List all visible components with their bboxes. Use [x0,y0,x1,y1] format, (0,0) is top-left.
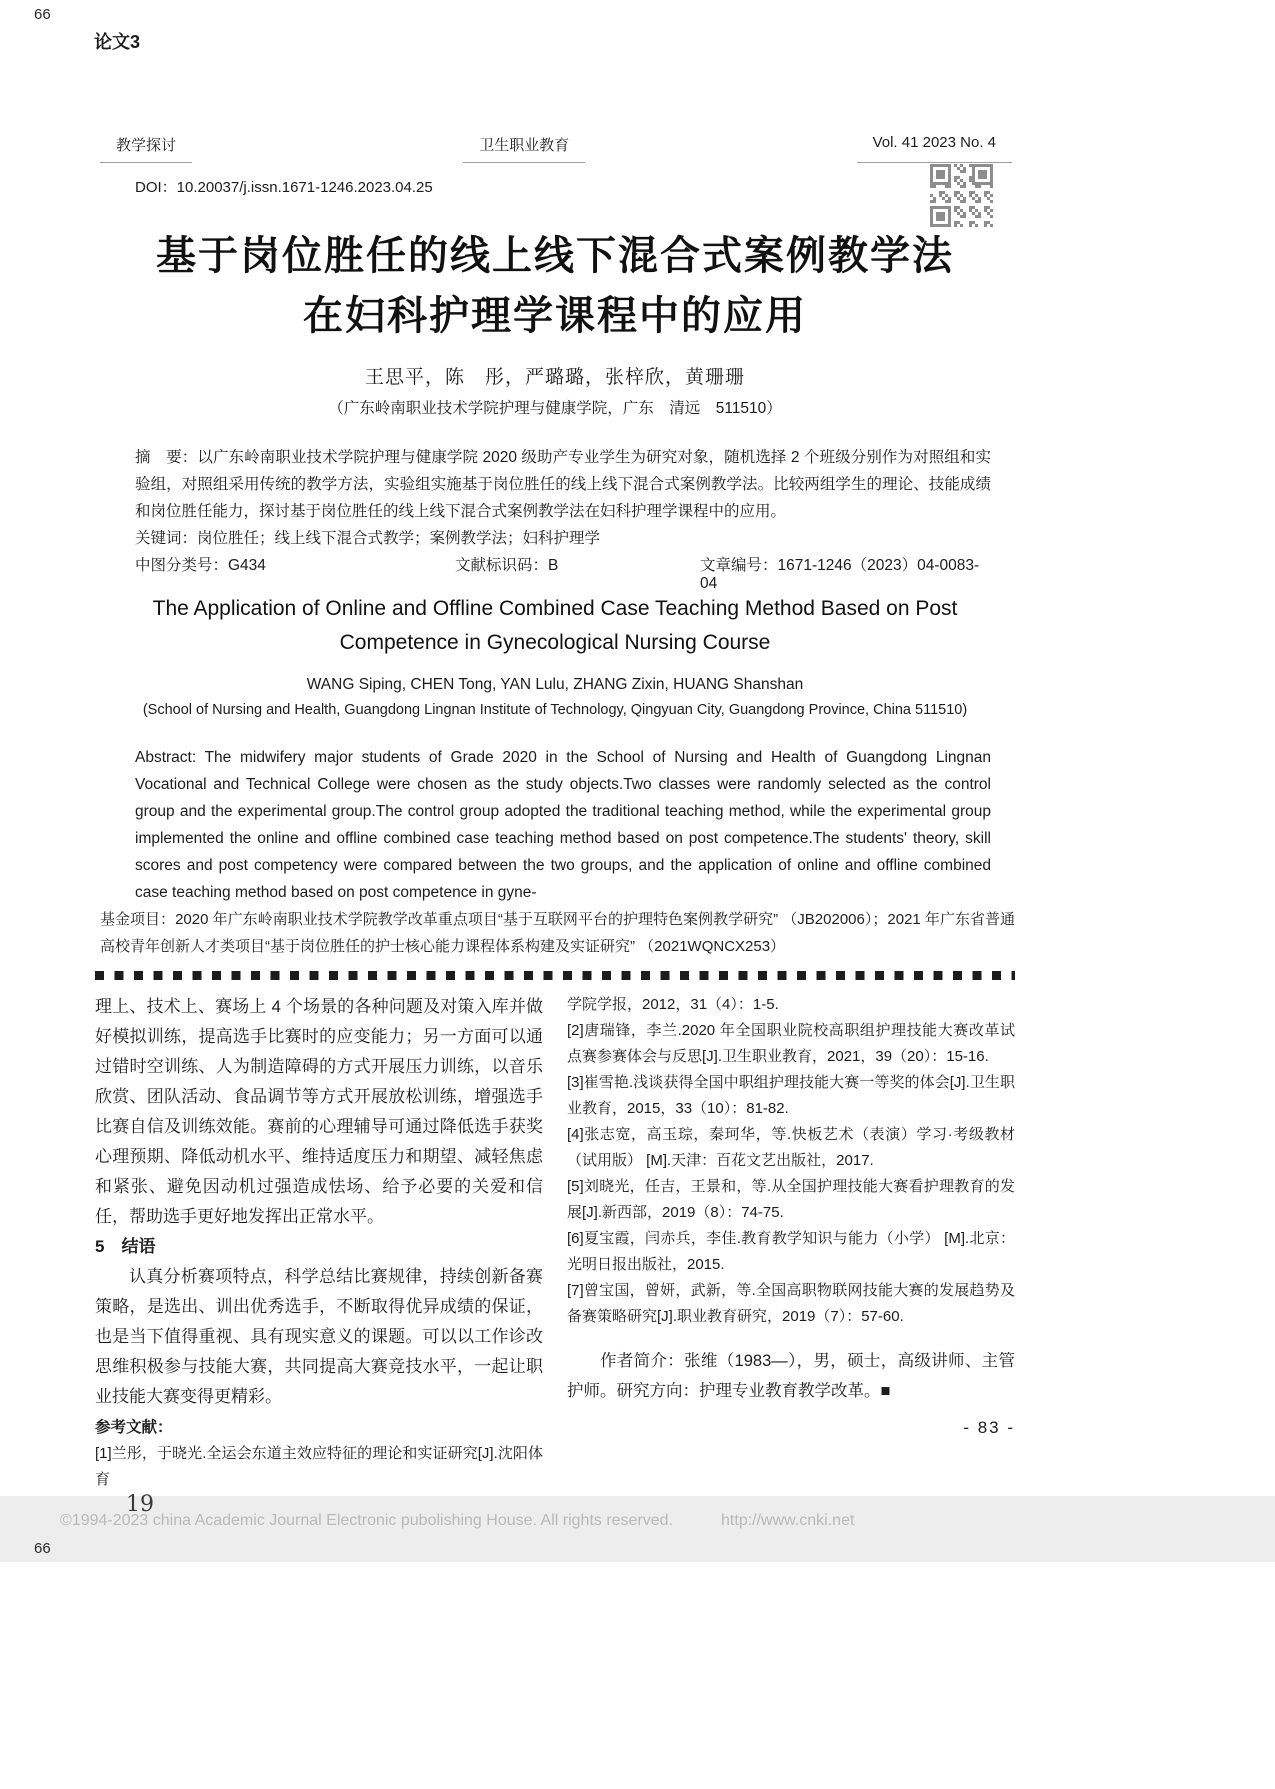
doi-line: DOI：10.20037/j.issn.1671-1246.2023.04.25 [135,179,433,196]
document-label: 论文3 [94,32,141,52]
journal-header [100,134,1012,163]
author-bio: 作者简介：张维（1983—），男，硕士，高级讲师、主管护师。研究方向：护理专业教育教学改革。■ [567,1352,1015,1400]
abstract-label: 摘 要： [135,449,198,466]
english-title-line1: The Application of Online and Offline Combined Case Teaching Method Based on Post [152,597,958,620]
page-number: - 83 - [963,1418,1015,1437]
references-label: 参考文献： [95,1419,173,1436]
body-paragraph: 理上、技术上、赛场上 4 个场景的各种问题及对策入库并做好模拟训练，提高选手比赛时的应变能力；另一方面可以通过错时空训练、人为制造障碍的方式开展压力训练，以音乐欣赏、团队活动、食品调节等方式开展放松训练，增强选手比赛自信及训练效能。赛前的心理辅导可通过降低选手获奖心理预期、降低动机水平、维持适度压力和期望、减轻焦虑和紧张、避免因动机过强造成怯场、给予必要的关爱和信任，帮助选手更好地发挥出正常水平。 [95,997,543,1226]
qr-code-icon [930,164,993,227]
abstract-paragraph [135,444,991,525]
stamp-number: 19 [126,1492,154,1517]
keywords-label: 关键词： [135,530,198,547]
keywords-line [135,525,991,552]
abstract-text: 以广东岭南职业技术学院护理与健康学院 2020 级助产专业学生为研究对象，随机选择 2 个班级分别作为对照组和实验组，对照组采用传统的教学方法，实验组实施基于岗位胜任的线上线下混合式案例教学法。比较两组学生的理论、技能成绩和岗位胜任能力，探讨基于岗位胜任的线上线下混合式案例教学法在妇科护理学课程中的应用。 [135,449,991,520]
keywords-text: 岗位胜任；线上线下混合式教学；案例教学法；妇科护理学 [197,530,601,547]
english-abstract: Abstract: The midwifery major students of Grade 2020 in the School of Nursing and Health of Guangdong Lingnan Vocational and Technical College were chosen as the study objects.Two classes were randomly selected as the control group and the experimental group.The control group adopted the traditional teaching method, while the experimental group implemented the online and offline combined case teaching method based on post competence.The students' theory, skill scores and post competency were compared between the two groups, and the application of online and offline combined case teaching method based on post competence in gyne- [135,749,991,901]
english-title [95,592,1015,660]
header-volume-info: Vol. 41 2023 No. 4 [857,134,1012,163]
reference-item: [2]唐瑞锋，李兰.2020 年全国职业院校高职组护理技能大赛改革试点赛参赛体会与反思[J].卫生职业教育，2021，39（20）：15-16. [567,1022,1015,1065]
article-title-line2: 在妇科护理学课程中的应用 [303,294,807,338]
reference-item: [4]张志宽，高玉琮，秦珂华，等.快板艺术（表演）学习·考级教材（试用版） [M].天津：百花文艺出版社，2017. [567,1126,1015,1169]
article-title [95,226,1015,346]
conclusion-paragraph: 认真分析赛项特点，科学总结比赛规律，持续创新备赛策略，是选出、训出优秀选手，不断取得优异成绩的保证，也是当下值得重视、具有现实意义的课题。可以以工作诊改思维积极参与技能大赛，共同提高大赛竞技水平，一起让职业技能大赛变得更精彩。 [95,1267,543,1406]
document-code: 文献标识码：B [455,557,559,574]
english-authors: WANG Siping, CHEN Tong, YAN Lulu, ZHANG Zixin, HUANG Shanshan [306,676,804,693]
copyright-text: ©1994-2023 china Academic Journal Electronic pubolishing House. All rights reserved. [60,1512,674,1529]
reference-item: [5]刘晓光，任吉，王景和，等.从全国护理技能大赛看护理教育的发展[J].新西部，2019（8）：74-75. [567,1178,1015,1221]
header-section-name: 教学探讨 [100,134,192,163]
reference-item: [1]兰彤，于晓光.全运会东道主效应特征的理论和实证研究[J].沈阳体育 [95,1445,543,1488]
scan-page-number-bottom: 66 [34,1540,51,1557]
section-divider [95,971,1015,980]
header-journal-name: 卫生职业教育 [463,134,585,163]
chinese-abstract-block [135,444,991,552]
authors-line: 王思平，陈 彤，严璐璐，张梓欣，黄珊珊 [364,367,745,388]
reference-item: [6]夏宝霞，闫赤兵，李佳.教育教学知识与能力（小学） [M].北京：光明日报出版社，2015. [567,1230,1015,1273]
reference-item: [3]崔雪艳.浅谈获得全国中职组护理技能大赛一等奖的体会[J].卫生职业教育，2015，33（10）：81-82. [567,1074,1015,1117]
copyright-footer [60,1512,854,1530]
funding-footnote: 基金项目：2020 年广东岭南职业技术学院教学改革重点项目“基于互联网平台的护理特色案例教学研究” （JB202006）；2021 年广东省普通高校青年创新人才类项目“基于岗位胜任的护士核心能力课程体系构建及实证研究” （2021WQNCX253） [100,911,1015,955]
article-number: 文章编号：1671-1246（2023）04-0083-04 [700,557,980,592]
article-title-line1: 基于岗位胜任的线上线下混合式案例教学法 [156,234,954,278]
scan-page-number-top: 66 [34,6,51,23]
section-heading: 5 结语 [95,1237,156,1256]
reference-continuation: 学院学报，2012，31（4）：1-5. [567,996,779,1013]
clc-number: 中图分类号：G434 [135,557,266,574]
english-affiliation: (School of Nursing and Health, Guangdong Lingnan Institute of Technology, Qingyuan City, Guangdong Province, China 511510) [142,702,968,718]
classification-row [135,553,991,592]
cnki-link[interactable]: http://www.cnki.net [721,1512,855,1529]
reference-item: [7]曾宝国，曾妍，武新，等.全国高职物联网技能大赛的发展趋势及备赛策略研究[J].职业教育研究，2019（7）：57-60. [567,1282,1015,1325]
english-title-line2: Competence in Gynecological Nursing Course [339,631,771,654]
affiliation-line: （广东岭南职业技术学院护理与健康学院，广东 清远 511510） [328,400,782,417]
